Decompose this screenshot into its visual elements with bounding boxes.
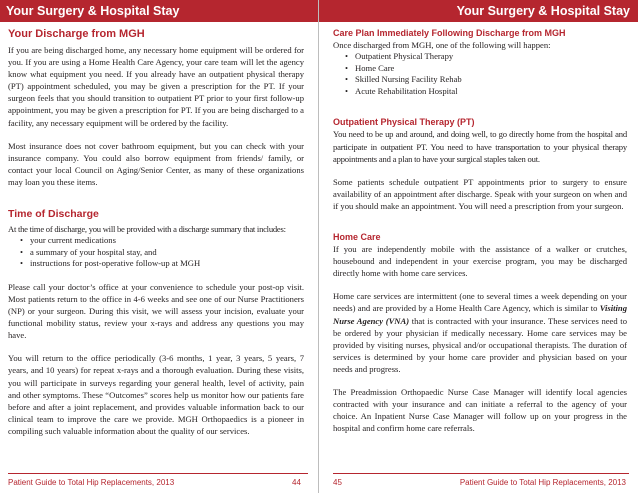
- home-care-p2-start: Home care services are intermittent (one to several times a week depending on your needs) and are provided by a Home Health Care Agency, which is similar to: [333, 291, 627, 314]
- list-item: • Skilled Nursing Facility Rehab: [343, 74, 627, 86]
- home-care-p2-end: that is contracted with your insurance. These services need to be ordered by your physician if medically necessary. Home care services may be provided by visiting nurses, physical and/or occupational therapists. The duration of services is determined by your home care provider and physician based on your needs and progress.: [333, 315, 627, 374]
- heading-care-plan: Care Plan Immediately Following Discharge from MGH: [333, 28, 566, 38]
- right-page-number: 45: [333, 478, 342, 487]
- right-page: [319, 0, 638, 493]
- discharge-paragraph-1: If you are being discharged home, any necessary home equipment will be ordered for you. If you are using a Home Health Care Agency, your care team will let the agency know what equipment you need. If you already have an outpatient physical therapy (PT) appointment scheduled, you may be given a prescription for the PT. If your surgeon feels that you should transition to outpatient PT prior to your first follow-up appointment, you may be given a prescription for PT. If you are being discharged to a facility, any necessary equipment will be ordered by the facility.: [8, 45, 304, 128]
- heading-your-discharge: Your Discharge from MGH: [8, 28, 145, 40]
- discharge-summary-list: [8, 235, 304, 270]
- right-footer-text: Patient Guide to Total Hip Replacements, 2013: [459, 478, 626, 487]
- outpatient-pt-paragraph-1: You need to be up and around, and doing well, to go directly home from the hospital and participate in outpatient PT. You need to have transportation to your physical therapy appointments and a plan to have your surgical staples taken out.: [333, 129, 627, 164]
- left-page-content: [8, 28, 304, 437]
- left-footer-text: Patient Guide to Total Hip Replacements, 2013: [8, 478, 175, 487]
- discharge-paragraph-2: Most insurance does not cover bathroom equipment, but you can check with your insurance company. You could also borrow equipment from friends/ family, or contact your local Council on Aging/Senior Center, as many of these organizations may loan you these items.: [8, 140, 304, 187]
- list-item: • your current medications: [18, 235, 304, 247]
- heading-home-care: Home Care: [333, 232, 381, 243]
- list-item: • Outpatient Physical Therapy: [343, 51, 627, 63]
- right-header-band: Your Surgery & Hospital Stay: [319, 0, 638, 22]
- right-footer-rule: [333, 473, 629, 474]
- vna-emphasis: Visiting Nurse Agency (VNA): [333, 303, 627, 326]
- right-page-content: [333, 28, 627, 434]
- home-care-paragraph-1: If you are independently mobile with the assistance of a walker or crutches, housebound and independent in your exercise program, you may be discharged directly home with home care services.: [333, 244, 627, 279]
- left-header-band: Your Surgery & Hospital Stay: [0, 0, 319, 22]
- list-item: • Acute Rehabilitation Hospital: [343, 86, 627, 98]
- outpatient-pt-paragraph-2: Some patients schedule outpatient PT appointments prior to surgery to ensure availability of an appointment after discharge. Speak with your surgeon on when and if you should make an appointment. You will need a prescription from your surgeon.: [333, 176, 627, 211]
- home-care-paragraph-3: The Preadmission Orthopaedic Nurse Case Manager will identify local agencies contracted with your insurance and can initiate a referral to the agency of your choice. An Inpatient Nurse Case Manager will follow up on your progress in the hospital and confirm home care referrals.: [333, 386, 627, 434]
- heading-time-of-discharge: Time of Discharge: [8, 208, 99, 221]
- heading-outpatient-pt: Outpatient Physical Therapy (PT): [333, 117, 475, 128]
- home-care-paragraph-2: [333, 290, 627, 375]
- left-page-number: 44: [292, 478, 301, 487]
- time-of-discharge-intro: At the time of discharge, you will be provided with a discharge summary that includes:: [8, 224, 286, 235]
- care-plan-list: [333, 51, 627, 97]
- care-plan-intro: Once discharged from MGH, one of the following will happen:: [333, 40, 551, 50]
- follow-up-paragraph: You will return to the office periodically (3-6 months, 1 year, 3 years, 5 years, 7 years, and 10 years) for repeat x-rays and a thorough evaluation. During these visits, you will participate in surveys regarding your general health, level of activity, pain and other symptoms. These “Outcomes” scores help us monitor how our patients fare before and after a joint replacement, and provides valuable information back to our clinical team to improve the care we provide. MGH Orthopaedics is a pioneer in compiling such valuable information about the quality of our services.: [8, 353, 304, 436]
- list-item: • a summary of your hospital stay, and: [18, 247, 304, 259]
- list-item: • Home Care: [343, 63, 627, 75]
- post-op-visit-paragraph: Please call your doctor’s office at your convenience to schedule your post-op visit. Most patients return to the office in 4-6 weeks and see one of our Nurse Practitioners (NP) or your surgeon. During this visit, we will assess your incision, evaluate your functional mobility status, review your x-rays and address any questions you may have.: [8, 281, 304, 341]
- list-item: • instructions for post-operative follow-up at MGH: [18, 258, 304, 270]
- left-footer-rule: [8, 473, 308, 474]
